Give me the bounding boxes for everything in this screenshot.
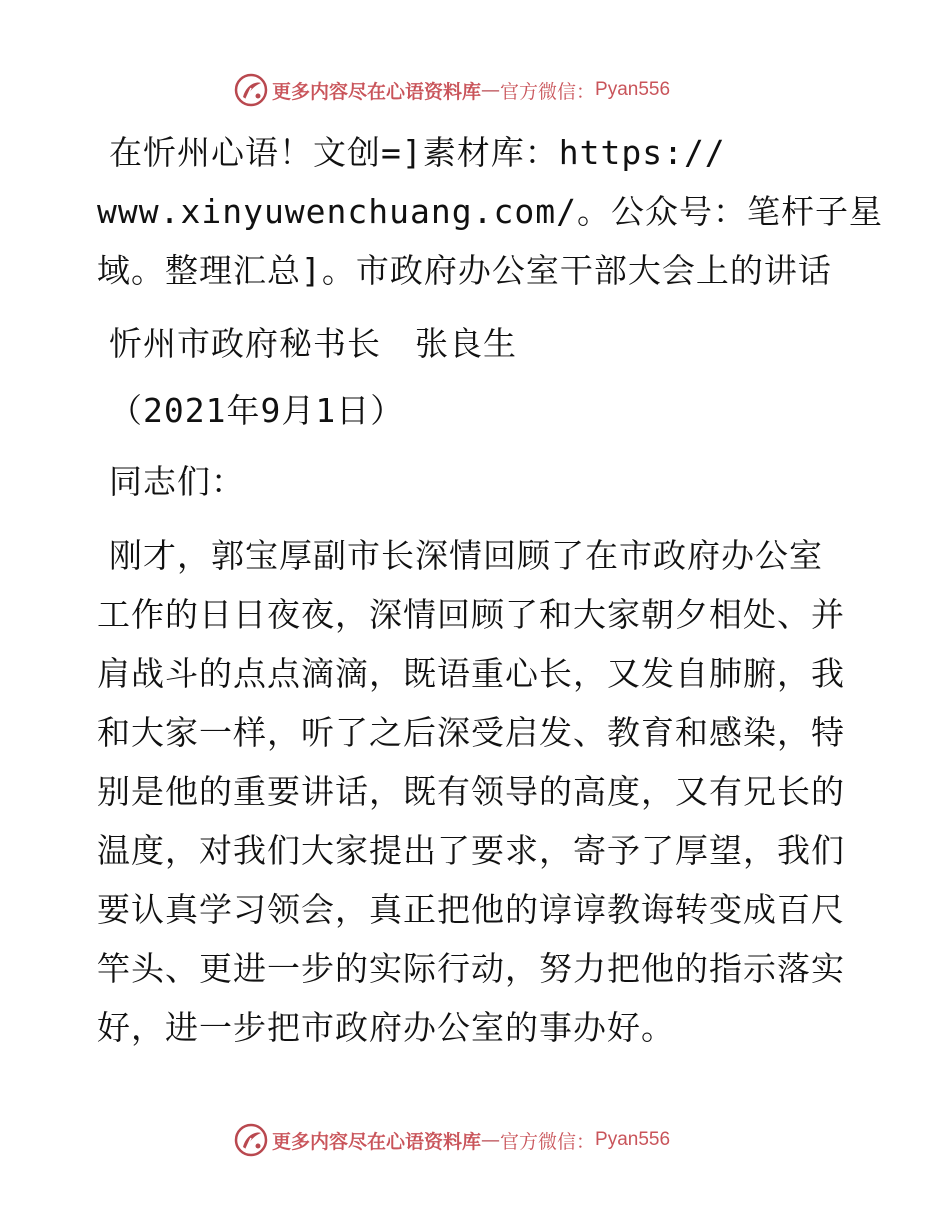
- watermark-slogan: 更多内容尽在心语资料库: [272, 1130, 482, 1153]
- logo-icon: [234, 73, 268, 107]
- watermark-wechat-id: Pyan556: [595, 1129, 671, 1150]
- watermark-wechat-label: 官方微信：: [500, 1130, 596, 1153]
- intro-line-2: www.xinyuwenchuang.com/。公众号：笔杆子星: [97, 192, 883, 231]
- paragraph-line: 肩战斗的点点滴滴，既语重心长，又发自肺腑，我: [97, 654, 845, 693]
- document-body: [97, 124, 883, 1057]
- paragraph-line: 和大家一样，听了之后深受启发、教育和感染，特: [97, 713, 845, 752]
- header-watermark: [234, 72, 670, 108]
- paragraph-line: 别是他的重要讲话，既有领导的高度，又有兄长的: [97, 772, 845, 811]
- watermark-wechat-label: 官方微信：: [500, 80, 596, 103]
- paragraph-line: 温度，对我们大家提出了要求，寄予了厚望，我们: [97, 831, 845, 870]
- salutation: 同志们：: [109, 462, 245, 501]
- watermark-separator: —: [481, 79, 501, 101]
- intro-line-3: 域。整理汇总]。市政府办公室干部大会上的讲话: [97, 251, 832, 290]
- watermark-separator: —: [481, 1129, 501, 1151]
- paragraph-line: 竿头、更进一步的实际行动，努力把他的指示落实: [97, 949, 845, 988]
- paragraph: [97, 526, 857, 1057]
- paragraph-line: 刚才，郭宝厚副市长深情回顾了在市政府办公室: [109, 536, 823, 575]
- footer-watermark: [234, 1122, 670, 1158]
- paragraph-line: 好，进一步把市政府办公室的事办好。: [97, 1008, 675, 1047]
- intro-line-1: 在忻州心语！文创=]素材库：https://: [109, 133, 726, 172]
- logo-icon: [234, 1123, 268, 1157]
- paragraph-line: 工作的日日夜夜，深情回顾了和大家朝夕相处、并: [97, 595, 845, 634]
- author-line: 忻州市政府秘书长 张良生: [109, 324, 517, 363]
- watermark-slogan: 更多内容尽在心语资料库: [272, 80, 482, 103]
- watermark-wechat-id: Pyan556: [595, 79, 671, 100]
- date-line: （2021年9月1日）: [109, 391, 405, 430]
- paragraph-line: 要认真学习领会，真正把他的谆谆教诲转变成百尺: [97, 890, 845, 929]
